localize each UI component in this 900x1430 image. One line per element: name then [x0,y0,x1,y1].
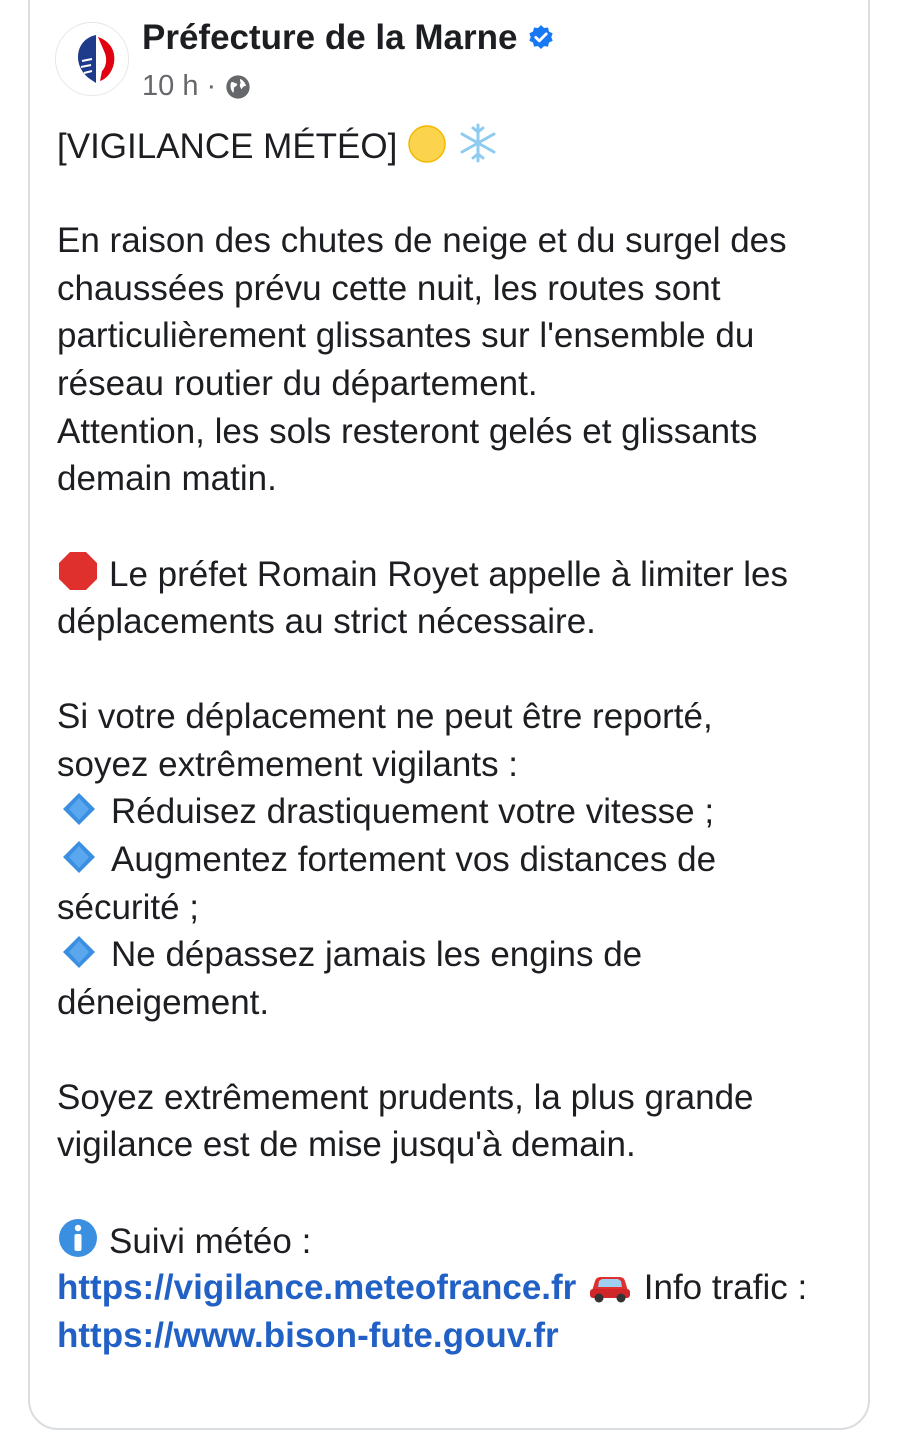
page-name[interactable]: Préfecture de la Marne [142,18,518,57]
paragraph-line: demain matin. [57,459,277,499]
meteo-link[interactable]: https://vigilance.meteofrance.fr [57,1268,577,1308]
paragraph-line: Si votre déplacement ne peut être reporté, [57,697,713,737]
paragraph-line: En raison des chutes de neige et du surgel des [57,221,787,261]
post-timestamp[interactable]: 10 h [142,70,199,102]
post-title-line [57,122,857,170]
blue-diamond-icon [57,789,101,829]
blue-diamond-icon [57,932,101,972]
bullet-text: Ne dépassez jamais les engins de [111,935,643,975]
paragraph-line: chaussées prévu cette nuit, les routes sont [57,268,721,308]
info-icon [57,1217,99,1259]
trafic-label: Info trafic : [643,1268,808,1308]
snowflake-icon [457,122,499,164]
links-line [57,1264,857,1312]
paragraph-line: Attention, les sols resteront gelés et glissants [57,411,758,451]
bullet-text: Augmentez fortement vos distances de [111,839,717,879]
spacer [57,1169,857,1217]
paragraph-line: déneigement. [57,982,270,1022]
paragraph-line: soyez extrêmement vigilants : [57,744,519,784]
meta-separator: · [206,70,217,102]
marianne-logo [56,23,128,95]
prefect-text: Le préfet Romain Royet appelle à limiter les [109,555,788,595]
spacer [57,170,857,218]
blue-diamond-icon [57,837,101,877]
globe-icon[interactable] [224,73,252,101]
car-icon [586,1265,634,1305]
paragraph-line: vigilance est de mise jusqu'à demain. [57,1125,636,1165]
paragraph-line: Soyez extrêmement prudents, la plus grande [57,1077,754,1117]
paragraph-line: particulièrement glissantes sur l'ensemble du [57,316,755,356]
bullet-item [57,836,857,884]
page-name-row [142,18,555,58]
page-avatar[interactable] [55,22,129,96]
yellow-circle-icon [407,124,447,164]
links-line [57,1312,857,1360]
paragraph-line: déplacements au strict nécessaire. [57,601,596,641]
post-title: [VIGILANCE MÉTÉO] [57,127,398,166]
post-body [57,122,857,1359]
paragraph-line: réseau routier du département. [57,363,538,403]
bullet-item [57,788,857,836]
spacer [57,646,857,694]
prefect-line [57,550,857,598]
meteo-label: Suivi météo : [109,1221,312,1261]
meteo-line [57,1217,857,1265]
stop-sign-icon [57,550,99,592]
post-meta [142,70,252,103]
spacer [57,503,857,551]
paragraph-line: sécurité ; [57,887,199,927]
bullet-text: Réduisez drastiquement votre vitesse ; [111,792,715,832]
trafic-link[interactable]: https://www.bison-fute.gouv.fr [57,1315,559,1355]
spacer [57,1026,857,1074]
bullet-item [57,931,857,979]
verified-badge-icon [527,24,555,52]
